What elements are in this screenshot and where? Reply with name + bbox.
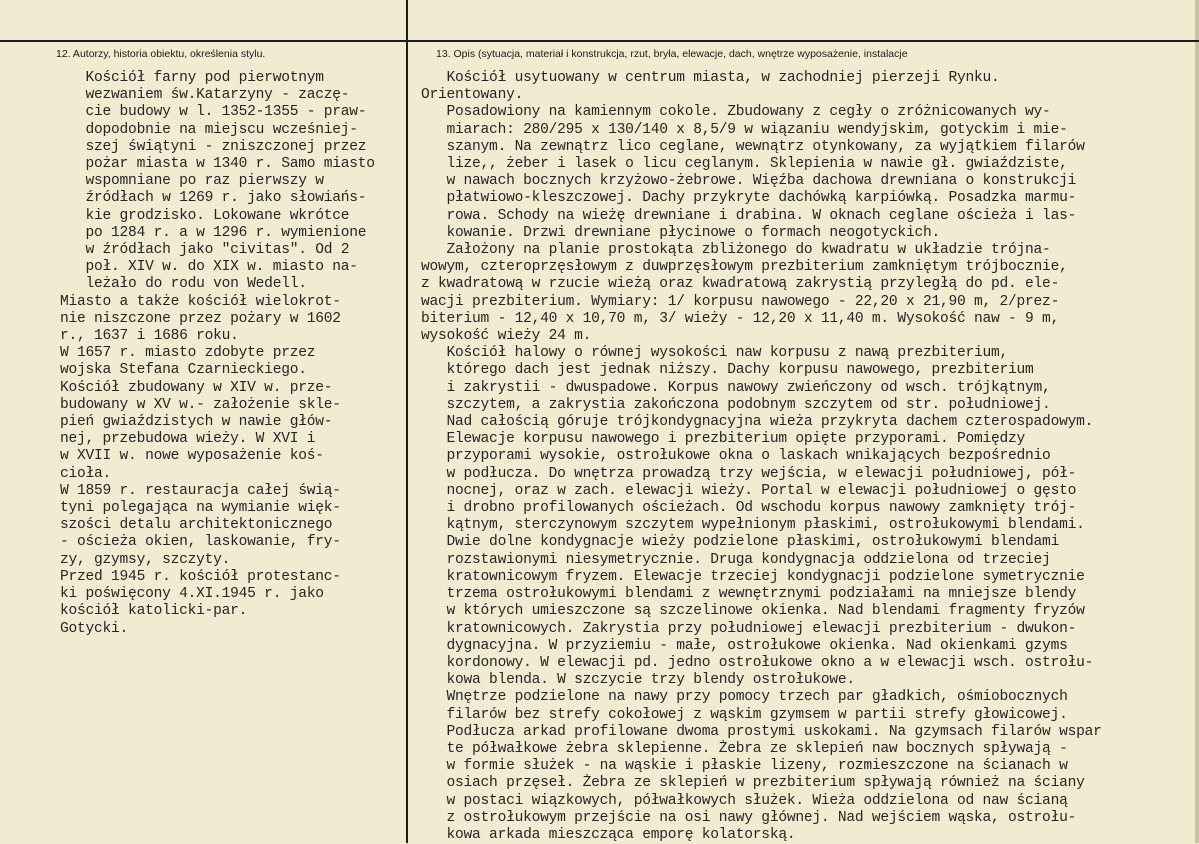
text-line: tyni polegająca na wymianie więk- — [60, 500, 341, 517]
text-line: zy, gzymsy, szczyty. — [60, 551, 231, 568]
text-line: kościół katolicki-par. — [60, 603, 248, 620]
section-13-header: 13. Opis (sytuacja, materiał i konstrukcja, rzut, bryła, elewacje, dach, wnętrze wyposażenie, instalacje — [436, 48, 908, 60]
text-line: biterium - 12,40 x 10,70 m, 3/ wieży - 12,20 x 11,40 m. Wysokość naw - 9 m, — [421, 310, 1060, 327]
text-line: kie grodzisko. Lokowane wkrótce — [60, 207, 350, 224]
text-line: Przed 1945 r. kościół protestanc- — [60, 568, 341, 585]
text-line: wysokość wieży 24 m. — [421, 328, 592, 345]
text-line: Kościół farny pod pierwotnym — [60, 70, 324, 86]
text-line: w formie służek - na wąskie i płaskie lizeny, rozmieszczone na ścianach w — [421, 758, 1068, 775]
text-line: szczytem, a zakrystia zakończona podobnym szczytem od str. południowej. — [421, 396, 1051, 413]
text-line: pień gwiaździstych w nawie głów- — [60, 414, 333, 431]
text-line: w nawach bocznych krzyżowo-żebrowe. Więźba dachowa drewniana o konstrukcji — [421, 173, 1077, 190]
text-line: w podłucza. Do wnętrza prowadzą trzy wejścia, w elewacji południowej, pół- — [421, 465, 1077, 482]
header-divider — [0, 40, 1199, 42]
text-line: po 1284 r. a w 1296 r. wymienione — [60, 224, 367, 241]
text-line: kowanie. Drzwi drewniane płycinowe o formach neogotyckich. — [421, 224, 940, 241]
text-line: kowa blenda. W szczycie trzy blendy ostrołukowe. — [421, 672, 855, 689]
text-line: przyporami wysokie, ostrołukowe okna o laskach wnikających bezpośrednio — [421, 448, 1051, 465]
text-line: rowa. Schody na wieżę drewniane i drabina. W oknach ceglane ościeża i las- — [421, 207, 1077, 224]
text-line: Kościół usytuowany w centrum miasta, w zachodniej pierzeji Rynku. — [421, 70, 1000, 86]
text-line: szej świątyni - zniszczonej przez — [60, 138, 367, 155]
section-12-header: 12. Autorzy, historia obiektu, określenia stylu. — [56, 48, 266, 60]
text-line: Nad całością góruje trójkondygnacyjna wieża przykryta dachem czterospadowym. — [421, 414, 1094, 431]
text-line: kordonowy. W elewacji pd. jedno ostrołukowe okno a w elewacji wsch. ostrołu- — [421, 654, 1094, 671]
text-line: Gotycki. — [60, 620, 129, 637]
text-line: rozstawionymi niesymetrycznie. Druga kondygnacja oddzielona od trzeciej — [421, 551, 1051, 568]
text-line: źródłach w 1269 r. jako słowiańs- — [60, 190, 367, 207]
text-line: Założony na planie prostokąta zbliżonego do kwadratu w układzie trójna- — [421, 242, 1051, 259]
text-line: w XVII w. nowe wyposażenie koś- — [60, 448, 324, 465]
text-line: z kwadratową w rzucie wieżą oraz kwadratową zakrystią przyległą do pd. ele- — [421, 276, 1060, 293]
text-line: wezwaniem św.Katarzyny - zaczę- — [60, 87, 350, 104]
text-line: filarów bez strefy cokołowej z wąskim gzymsem w partii strefy głowicowej. — [421, 706, 1068, 723]
text-line: Miasto a także kościół wielokrot- — [60, 293, 341, 310]
text-line: kątnym, sterczynowym szczytem wypełnionym płaskimi, ostrołukowymi blendami. — [421, 517, 1085, 534]
text-line: miarach: 280/295 x 130/140 x 8,5/9 w wiązaniu wendyjskim, gotyckim i mie- — [421, 121, 1068, 138]
text-line: Orientowany. — [421, 87, 524, 104]
text-line: cioła. — [60, 465, 112, 482]
text-line: szanym. Na zewnątrz lico ceglane, wewnątrz otynkowany, za wyjątkiem filarów — [421, 138, 1085, 155]
text-line: kowa arkada mieszcząca emporę kolatorską. — [421, 826, 796, 843]
text-line: Kościół halowy o równej wysokości naw korpusu z nawą prezbiterium, — [421, 345, 1009, 362]
text-line: wojska Stefana Czarnieckiego. — [60, 362, 307, 379]
text-line: cie budowy w l. 1352-1355 - praw- — [60, 104, 367, 121]
text-line: pożar miasta w 1340 r. Samo miasto — [60, 156, 375, 173]
text-line: nie niszczone przez pożary w 1602 — [60, 310, 341, 327]
text-line: leżało do rodu von Wedell. — [60, 276, 307, 293]
text-line: wowym, czteroprzęsłowym z duwprzęsłowym prezbiterium zamkniętym trójbocznie, — [421, 259, 1068, 276]
text-line: trzema ostrołukowymi blendami z wewnętrznymi podziałami na mniejsze blendy — [421, 586, 1077, 603]
text-line: nej, przebudowa wieży. W XVI i — [60, 431, 316, 448]
text-line: płatwiowo-kleszczowej. Dachy przykryte dachówką karpiówką. Posadzka marmu- — [421, 190, 1077, 207]
text-line: Podłucza arkad profilowane dwoma prostymi uskokami. Na gzymsach filarów wspar — [421, 723, 1102, 740]
column-divider — [406, 0, 408, 843]
text-line: Wnętrze podzielone na nawy przy pomocy trzech par gładkich, ośmiobocznych — [421, 689, 1068, 706]
text-line: poł. XIV w. do XIX w. miasto na- — [60, 259, 358, 276]
text-line: budowany w XV w.- założenie skle- — [60, 396, 341, 413]
text-line: lize,, żeber i lasek o licu ceglanym. Sklepienia w nawie gł. gwiaździste, — [421, 156, 1068, 173]
text-line: w postaci wiązkowych, półwałkowych służek. Wieża oddzielona od naw ścianą — [421, 792, 1068, 809]
text-line: W 1657 r. miasto zdobyte przez — [60, 345, 316, 362]
text-line: osiach przęseł. Żebra ze sklepień w prezbiterium spływają również na ściany — [421, 775, 1085, 792]
description-text — [421, 70, 1197, 844]
text-line: Dwie dolne kondygnacje wieży podzielone płaskimi, ostrołukowymi blendami — [421, 534, 1060, 551]
text-line: te półwałkowe żebra sklepienne. Żebra ze sklepień naw bocznych spływają - — [421, 740, 1068, 757]
text-line: z ostrołukowym przejście na osi nawy głównej. Nad wejściem wąska, ostrołu- — [421, 809, 1077, 826]
text-line: i zakrystii - dwuspadowe. Korpus nawowy zwieńczony od wsch. trójkątnym, — [421, 379, 1051, 396]
text-line: kratownicowych. Zakrystia przy południowej elewacji prezbiterium - dwukon- — [421, 620, 1077, 637]
text-line: - ościeża okien, laskowanie, fry- — [60, 534, 341, 551]
history-text — [60, 70, 405, 638]
text-line: Posadowiony na kamiennym cokole. Zbudowany z cegły o zróżnicowanych wy- — [421, 104, 1051, 121]
text-line: kratownicowym fryzem. Elewacje trzeciej kondygnacji podzielone symetrycznie — [421, 568, 1085, 585]
text-line: wacji prezbiterium. Wymiary: 1/ korpusu nawowego - 22,20 x 21,90 m, 2/prez- — [421, 293, 1060, 310]
text-line: dopodobnie na miejscu wcześniej- — [60, 121, 358, 138]
text-line: nocnej, oraz w zach. elewacji wieży. Portal w elewacji południowej o gęsto — [421, 482, 1077, 499]
text-line: W 1859 r. restauracja całej świą- — [60, 482, 341, 499]
text-line: szości detalu architektonicznego — [60, 517, 333, 534]
text-line: r., 1637 i 1686 roku. — [60, 328, 239, 345]
text-line: dygnacyjna. W przyziemiu - małe, ostrołukowe okienka. Nad okienkami gzyms — [421, 637, 1068, 654]
text-line: którego dach jest jednak niższy. Dachy korpusu nawowego, prezbiterium — [421, 362, 1034, 379]
text-line: wspomniane po raz pierwszy w — [60, 173, 324, 190]
text-line: w źródłach jako "civitas". Od 2 — [60, 242, 350, 259]
text-line: w których umieszczone są szczelinowe okienka. Nad blendami fragmenty fryzów — [421, 603, 1085, 620]
text-line: Kościół zbudowany w XIV w. prze- — [60, 379, 333, 396]
text-line: ki poświęcony 4.XI.1945 r. jako — [60, 586, 324, 603]
text-line: Elewacje korpusu nawowego i prezbiterium opięte przyporami. Pomiędzy — [421, 431, 1026, 448]
text-line: i drobno profilowanych ościeżach. Od wschodu korpus nawowy zamknięty trój- — [421, 500, 1077, 517]
